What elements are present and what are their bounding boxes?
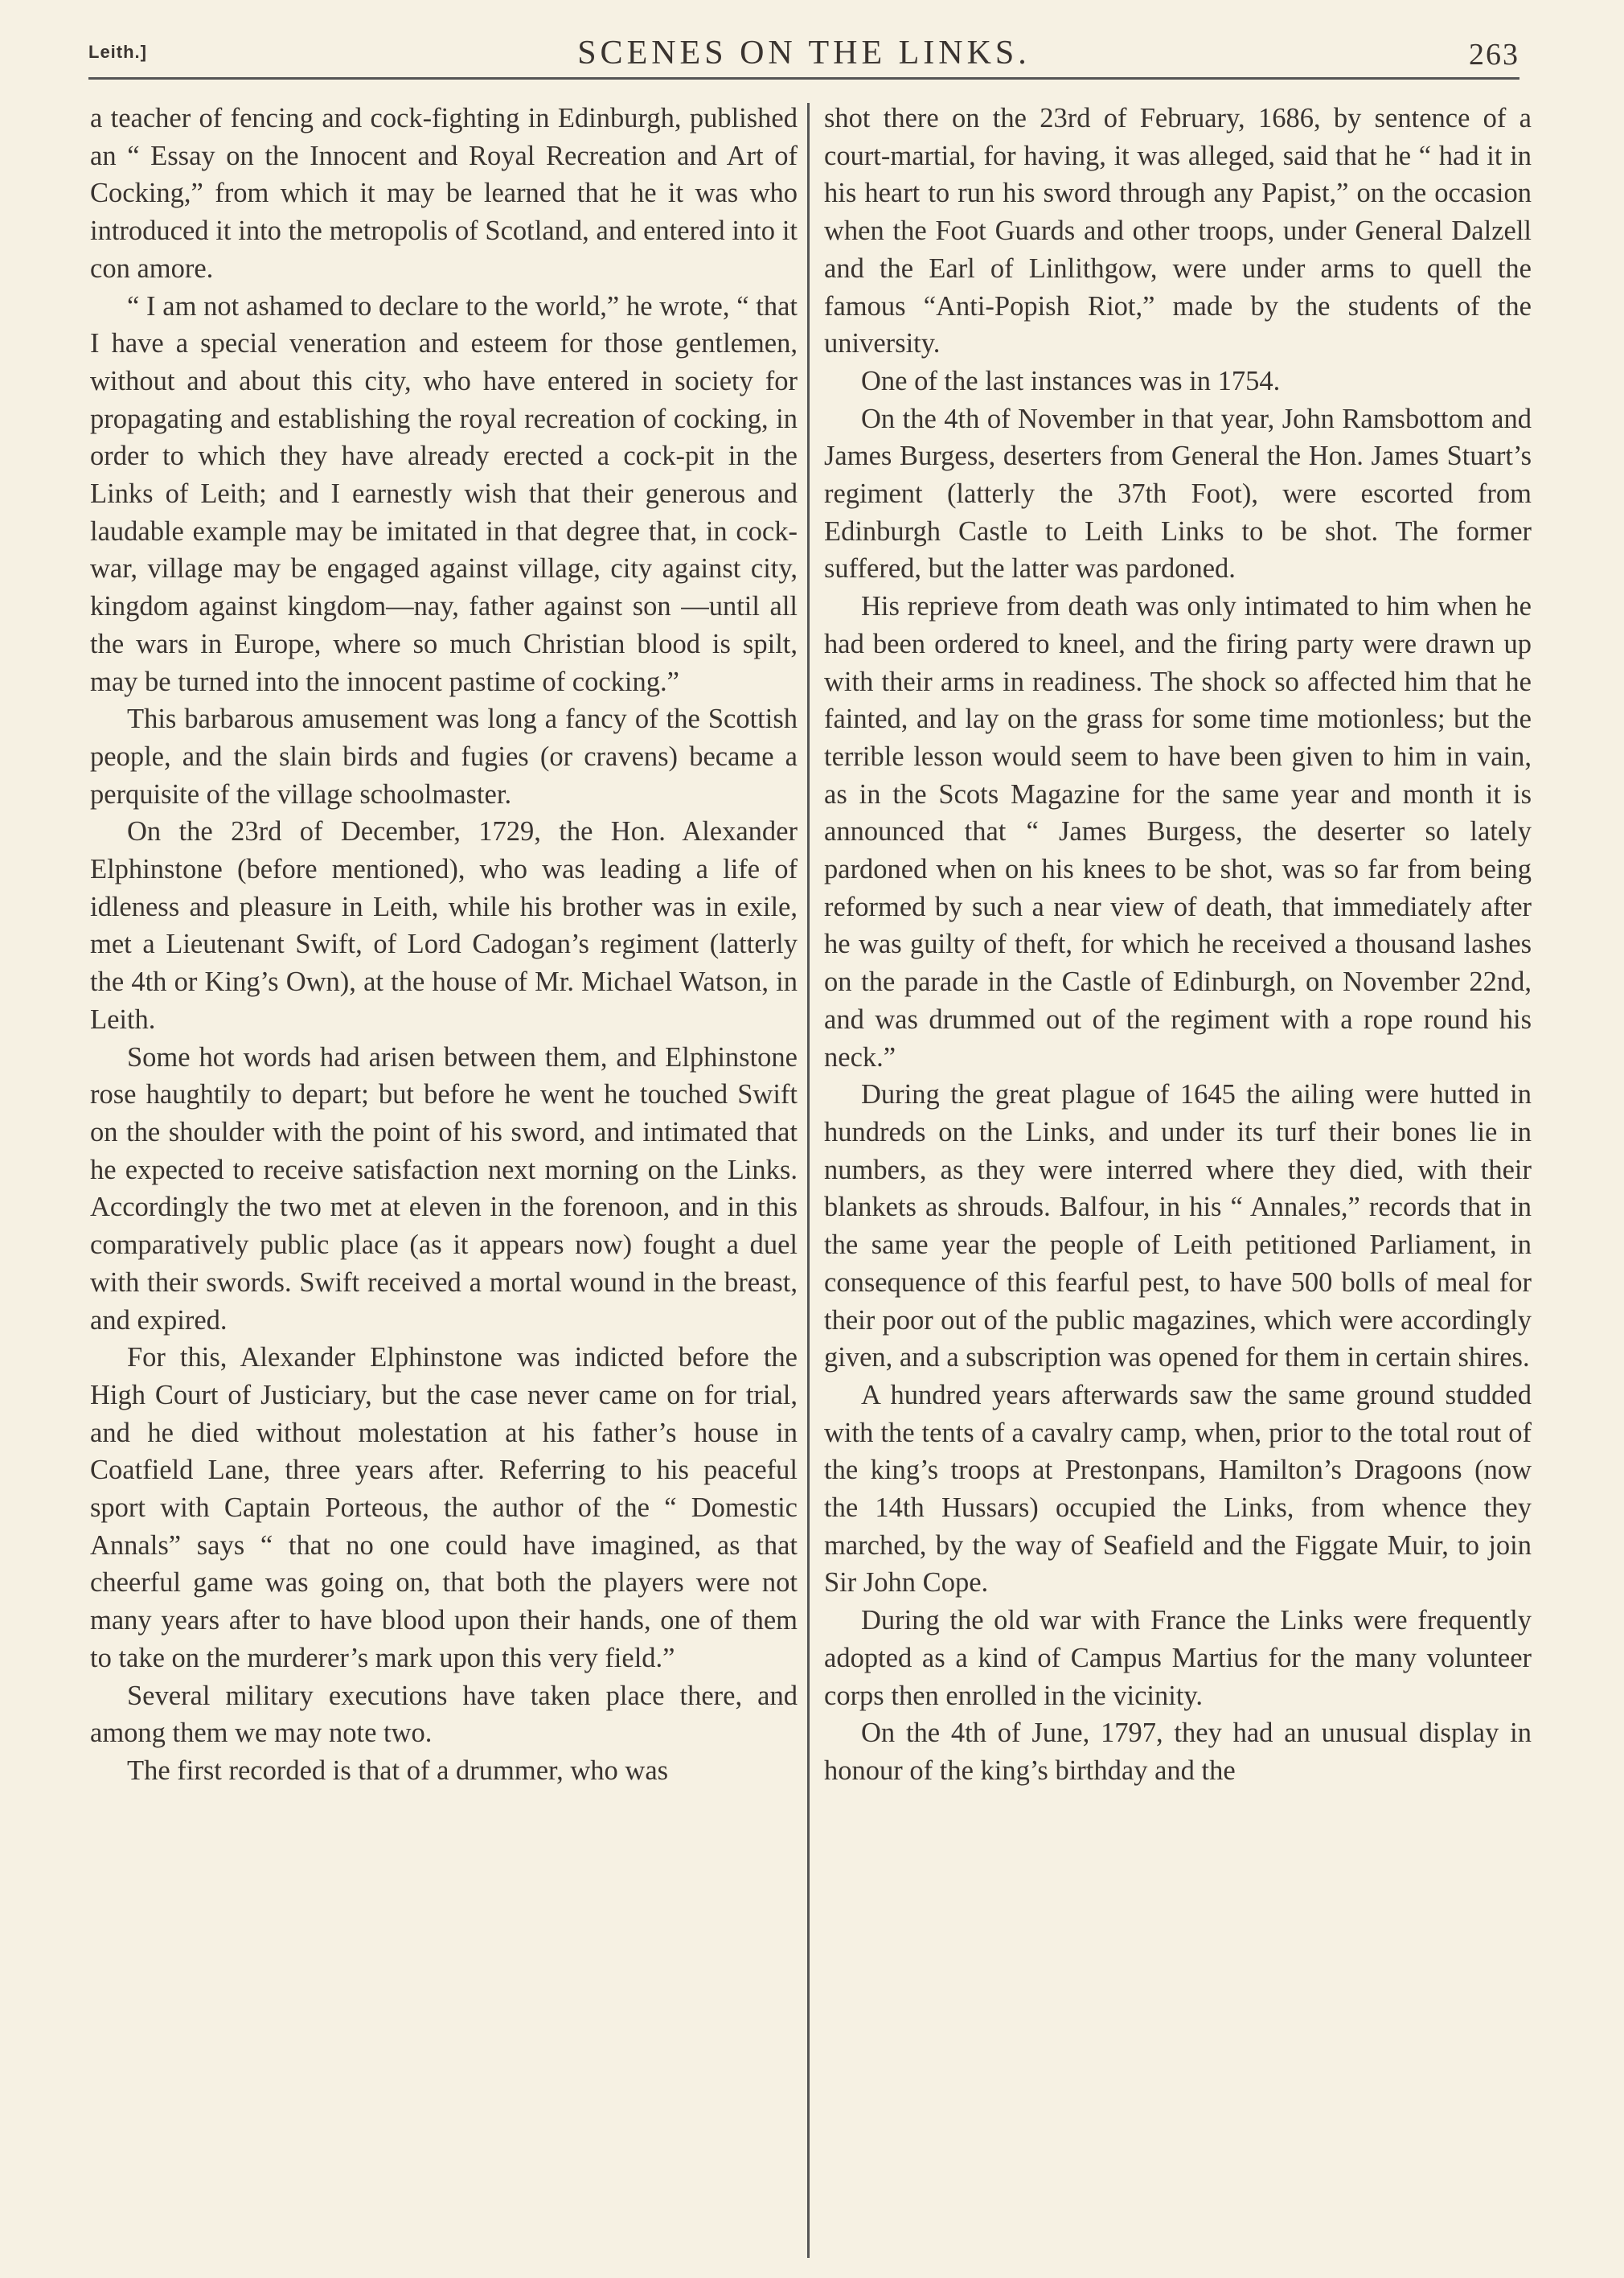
page-title: SCENES ON THE LINKS. [577, 35, 1031, 72]
paragraph: This barbarous amusement was long a fancy of the Scottish people, and the slain birds and fugies (or cravens) became a perquisite of the village schoolmaster. [90, 704, 798, 810]
paragraph: On the 4th of November in that year, John Ramsbottom and James Burgess, deserters from General the Hon. James Stuart’s regiment (latterly the 37th Foot), were escorted from Edinburgh Castle to Leith Links to be shot. The former suffered, but the latter was pardoned. [824, 403, 1532, 585]
paragraph: One of the last instances was in 1754. [861, 365, 1281, 396]
paragraph: On the 23rd of December, 1729, the Hon. Alexander Elphinstone (before mentioned), who was leading a life of idleness and pleasure in Leith, while his brother was in exile, met a Lieutenant Swift, of Lord Cadogan’s regiment (latterly the 4th or King’s Own), at the house of Mr. Michael Watson, in Leith. [90, 816, 798, 1035]
paragraph: On the 4th of June, 1797, they had an unusual display in honour of the king’s birthday and the [824, 1718, 1532, 1786]
running-header [88, 34, 1519, 80]
paragraph: a teacher of fencing and cock-fighting in Edinburgh, published an “ Essay on the Innocent and Royal Recreation and Art of Cocking,” from which it may be learned that he it was who introduced it into the metropolis of Scotland, and entered into it con amore. [90, 103, 798, 284]
header-location: Leith.] [88, 42, 147, 62]
paragraph: shot there on the 23rd of February, 1686, by sentence of a court-martial, for having, it was alleged, said that he “ had it in his heart to run his sword through any Papist,” on the occasion when the Foot Guards and other troops, under General Dalzell and the Earl of Linlithgow, were under arms to quell the famous “Anti-Popish Riot,” made by the students of the university. [824, 103, 1532, 359]
left-column [90, 100, 798, 1790]
page-number: 263 [1469, 38, 1519, 72]
paragraph: During the great plague of 1645 the ailing were hutted in hundreds on the Links, and under its turf their bones lie in numbers, as they were interred where they died, with their blankets as shrouds. Balfour, in his “ Annales,” records that in the same year the people of Leith petitioned Parliament, in consequence of this fearful pest, to have 500 bolls of meal for their poor out of the public magazines, which were accordingly given, and a subscription was opened for them in certain shires. [824, 1079, 1532, 1373]
paragraph: The first recorded is that of a drummer, who was [127, 1755, 669, 1786]
column-divider [807, 103, 810, 2258]
paragraph: Some hot words had arisen between them, and Elphinstone rose haughtily to depart; but before he went he touched Swift on the shoulder with the point of his sword, and intimated that he expected to receive satisfaction next morning on the Links. Accordingly the two met at eleven in the forenoon, and in this comparatively public place (as it appears now) fought a duel with their swords. Swift received a mortal wound in the breast, and expired. [90, 1041, 798, 1336]
paragraph: Several military executions have taken place there, and among them we may note two. [90, 1680, 798, 1749]
paragraph: For this, Alexander Elphinstone was indicted before the High Court of Justiciary, but the case never came on for trial, and he died without molestation at his father’s house in Coatfield Lane, three years after. Referring to his peaceful sport with Captain Porteous, the author of the “ Domestic Annals” says “ that no one could have imagined, as that cheerful game was going on, that both the players were not many years after to have blood upon their hands, one of them to take on the murderer’s mark upon this very field.” [90, 1342, 798, 1673]
right-column [824, 100, 1532, 1790]
paragraph: “ I am not ashamed to declare to the world,” he wrote, “ that I have a special veneration and esteem for those gentlemen, without and about this city, who have entered in society for propagating and establishing the royal recreation of cocking, in order to which they have already erected a cock-pit in the Links of Leith; and I earnestly wish that their generous and laudable example may be imitated in that degree that, in cock-war, village may be engaged against village, city against city, kingdom against kingdom—nay, father against son —until all the wars in Europe, where so much Christian blood is spilt, may be turned into the innocent pastime of cocking.” [90, 290, 798, 697]
paragraph: A hundred years afterwards saw the same ground studded with the tents of a cavalry camp, when, prior to the total rout of the king’s troops at Prestonpans, Hamilton’s Dragoons (now the 14th Hussars) occupied the Links, from whence they marched, by the way of Seafield and the Figgate Muir, to join Sir John Cope. [824, 1379, 1532, 1599]
paragraph: During the old war with France the Links were frequently adopted as a kind of Campus Martius for the many volunteer corps then enrolled in the vicinity. [824, 1605, 1532, 1711]
paragraph: His reprieve from death was only intimated to him when he had been ordered to kneel, and the firing party were drawn up with their arms in readiness. The shock so affected him that he fainted, and lay on the grass for some time motionless; but the terrible lesson would seem to have been given to him in vain, as in the Scots Magazine for the same year and month it is announced that “ James Burgess, the deserter so lately pardoned when on his knees to be shot, was so far from being reformed by such a near view of death, that immediately after he was guilty of theft, for which he received a thousand lashes on the parade in the Castle of Edinburgh, on November 22nd, and was drummed out of the regiment with a rope round his neck.” [824, 591, 1532, 1073]
